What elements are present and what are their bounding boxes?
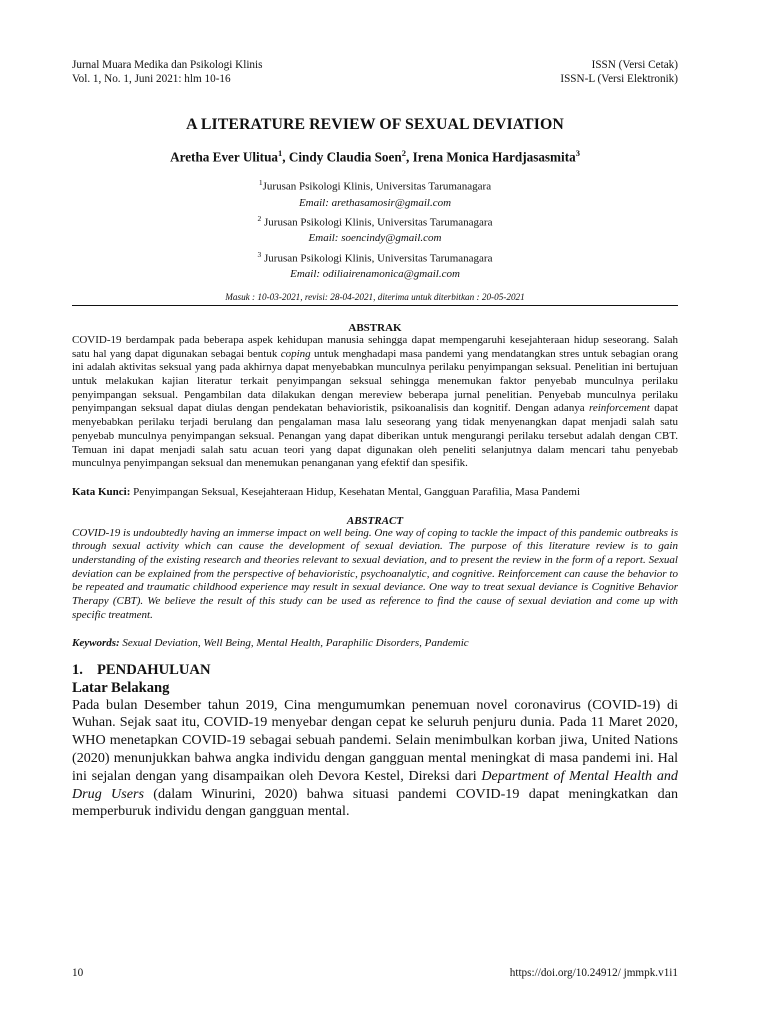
affiliation-text: Jurusan Psikologi Klinis, Universitas Tarumanagara (261, 216, 493, 229)
running-header (72, 58, 678, 86)
kata-kunci-text: Penyimpangan Seksual, Kesejahteraan Hidup, Kesehatan Mental, Gangguan Parafilia, Masa Pandemi (130, 485, 581, 498)
affiliation (72, 211, 678, 231)
body-text: Pada bulan Desember tahun 2019, Cina mengumumkan penemuan novel coronavirus (COVID-19) di Wuhan. Sejak saat itu, COVID-19 menyebar dengan cepat ke seluruh penjuru dunia. Pada 11 Maret 2020, WHO menetapkan COVID-19 sebagai sebuah pandemi. Selain menimbulkan korban jiwa, United Nations (2020) menunjukkan bahwa angka individu dengan gangguan mental meningkat di masa pandemi ini. Hal ini sejalan dengan yang disampaikan oleh Devora Kestel, Direksi dari (72, 696, 678, 784)
submission-dates: Masuk : 10-03-2021, revisi: 28-04-2021, diterima untuk diterbitkan : 20-05-2021 (225, 291, 525, 302)
abstrak-heading: ABSTRAK (348, 321, 402, 334)
body-italic: Department of Mental Health and Drug Users (72, 767, 678, 802)
issn-online: ISSN-L (Versi Elektronik) (560, 73, 678, 85)
subsection-heading: Latar Belakang (72, 679, 170, 696)
author-name: Irena Monica Hardjasasmita (412, 149, 576, 165)
issn-print: ISSN (Versi Cetak) (591, 59, 678, 71)
affiliation-email[interactable]: Email: arethasamosir@gmail.com (298, 196, 452, 209)
author-name: Cindy Claudia Soen (288, 149, 402, 165)
affiliation-text: Jurusan Psikologi Klinis, Universitas Tarumanagara (262, 181, 492, 194)
kata-kunci-label: Kata Kunci: (72, 485, 131, 498)
keywords (72, 637, 678, 649)
header-divider (72, 305, 678, 306)
paper-page (72, 58, 678, 821)
author-sup: 3 (575, 148, 580, 158)
paper-title: A LITERATURE REVIEW OF SEXUAL DEVIATION (186, 116, 564, 133)
doi-link[interactable]: https://doi.org/10.24912/ jmmpk.v1i1 (509, 967, 678, 979)
author-sup: 2 (401, 148, 406, 158)
affiliation-sup: 1 (258, 178, 263, 188)
section-heading (72, 662, 678, 679)
journal-name: Jurnal Muara Medika dan Psikologi Klinis (72, 59, 263, 71)
affiliation (72, 175, 678, 195)
page-number: 10 (72, 967, 84, 979)
kata-kunci (72, 486, 678, 500)
affiliation-sup: 3 (257, 250, 262, 260)
affiliation (72, 247, 678, 267)
header-left (72, 58, 262, 86)
body-text: (dalam Winurini, 2020) bahwa situasi pandemi COVID-19 dapat meningkatkan dan memperburuk individu dengan gangguan mental. (72, 785, 678, 820)
author-sup: 1 (278, 148, 283, 158)
author-name: Aretha Ever Ulitua (170, 149, 278, 165)
abstract-heading: ABSTRACT (346, 514, 404, 527)
author-sep: , (405, 149, 413, 165)
abstract-body: COVID-19 is undoubtedly having an immerse impact on well being. One way of coping to tackle the impact of this pandemic outbreaks is through sexual activity which can cause the development of sexual deviation. The purpose of this literature review is to gain understanding of the existing research and theories relevant to sexual deviation, and to present the review in the form of a report. Sexual deviation can be explained from the perspective of behavioristic, psychoanalytic, and cognitive. Reinforcement can cause the behavior to be repeated and traumatic childhood experience may result in sexual deviance. One way to treat sexual deviance is Cognitive Behavior Therapy (CBT). We believe the result of this study can be used as reference to find the cause of sexual deviation and come up with specific treatment. (72, 526, 678, 621)
body-paragraph (72, 697, 678, 822)
abstrak-text: dapat menyebabkan perilaku terjadi berulang dan pengalaman masa lalu seseorang yang tidak menyenangkan dapat menjadi salah satu penyebab munculnya penyimpangan seksual. Penangan yang dapat diberikan untuk mengurangi perilaku tersebut adalah dengan CBT. Temuan ini dapat menjadi salah satu acuan teori yang dapat digunakan oleh peneliti selanjutnya dalam mencari tahu penyebab munculnya penyimpangan seksual dan menemukan penanganan yang efektif dan spesifik. (72, 402, 678, 470)
abstrak-body (72, 334, 678, 471)
abstrak-italic: reinforcement (588, 402, 650, 415)
page-footer (72, 967, 678, 979)
abstrak-text: untuk menghadapi masa pandemi yang mendatangkan stres untuk sebagian orang ini adalah aktivitas seksual yang pada akhirnya dapat menyebabkan munculnya perilaku penyimpangan seksual. Penelitian ini bertujuan untuk melakukan kajian literatur terkait penyimpangan seksual sehingga menemukan faktor penyebab munculnya perilaku penyimpangan seksual. Pengambilan data dilakukan dengan mereview beberapa jurnal penelitian. Penyebab munculnya perilaku penyimpangan seksual dapat diulas dengan pendekatan behavioristik, psikoanalisis dan kognitif. Dengan adanya (72, 347, 678, 415)
affiliation-email[interactable]: Email: odiliairenamonica@gmail.com (290, 268, 460, 281)
abstrak-text: COVID-19 berdampak pada beberapa aspek kehidupan manusia sehingga dapat mempengaruhi kesejahteraan hidup seseorang. Salah satu hal yang dapat digunakan sebagai bentuk (72, 333, 678, 360)
section-number: 1. (72, 661, 83, 678)
keywords-label: Keywords: (72, 636, 120, 649)
abstrak-italic: coping (280, 347, 311, 360)
affiliation-text: Jurusan Psikologi Klinis, Universitas Tarumanagara (261, 252, 493, 265)
header-right (560, 58, 678, 86)
affiliation-sup: 2 (257, 214, 262, 224)
author-sep: , (282, 149, 289, 165)
affiliations (72, 175, 678, 283)
author-list (72, 148, 678, 165)
keywords-text: Sexual Deviation, Well Being, Mental Health, Paraphilic Disorders, Pandemic (119, 636, 469, 649)
journal-volume: Vol. 1, No. 1, Juni 2021: hlm 10-16 (72, 73, 231, 85)
affiliation-email[interactable]: Email: soencindy@gmail.com (308, 232, 442, 245)
section-title: PENDAHULUAN (97, 661, 211, 678)
